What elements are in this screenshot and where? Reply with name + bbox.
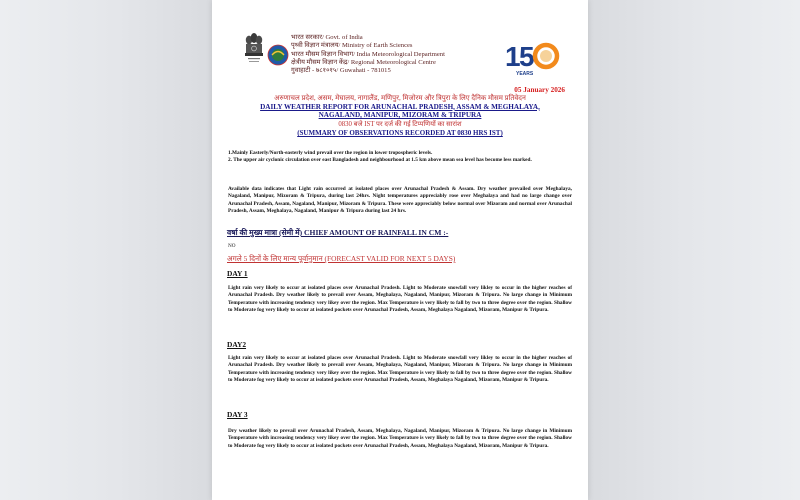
- svg-text:1: 1: [505, 41, 521, 72]
- observation-heading: (SUMMARY OF OBSERVATIONS RECORDED AT 0830 HRS IST): [297, 129, 503, 138]
- forecast-heading: अगले 5 दिनों के लिए मान्य पूर्वानुमान (FORECAST VALID FOR NEXT 5 DAYS): [227, 254, 456, 263]
- weather-report-document: [212, 0, 588, 500]
- summary-point: 1.Mainly Easterly/North-easterly wind prevail over the region in lower tropospheric levels.: [228, 150, 433, 156]
- report-titles: [227, 94, 573, 138]
- national-emblem-icon: [243, 30, 265, 72]
- rainfall-heading: वर्षा की मुख्य मात्रा (सेमी में) CHIEF AMOUNT OF RAINFALL IN CM :-: [227, 228, 449, 237]
- svg-text:5: 5: [519, 41, 535, 72]
- summary-paragraph: Available data indicates that Light rain occurred at isolated places over Arunachal Pradesh & Assam. Dry weather prevailed over Meghalaya, Nagaland, Manipur, Mizoram & Tripura, during last 24hrs. Night temperatures appreciably rose over Meghalaya and had no large change over Arunachal Pradesh, Assam, Nagaland, Manipur, Mizoram & Tripura. These were appreciably below normal over Mizoram and normal over Arunachal Pradesh, Assam, Meghalaya, Nagaland, Manipur & Tripura during last 24 hrs.: [228, 186, 572, 214]
- gov-line: पृथ्वी विज्ञान मंत्रालय/ Ministry of Earth Sciences: [291, 42, 413, 50]
- gov-line: गुवाहाटी - ७८१०१५/ Guwahati - 781015: [291, 67, 391, 75]
- background-right-panel: [588, 0, 800, 500]
- hindi-title: अरुणाचल प्रदेश, असम, मेघालय, नागालैंड, मणिपुर, मिजोरम और त्रिपुरा के लिए दैनिक मौसम प्रतिवेदन: [274, 94, 526, 102]
- day-heading: DAY 1: [227, 269, 248, 278]
- summary-point: 2. The upper air cyclonic circulation over east Bangladesh and neighbourhood at 1.5 km above mean sea level has become less marked.: [228, 157, 532, 164]
- day-forecast-text: Dry weather likely to prevail over Arunachal Pradesh, Assam, Meghalaya, Nagaland, Manipur, Mizoram & Tripura. No large change in Minimum Temperature with increasing tendency very likey over the region. Max Temperature is very likely to fall by two to three degree over the region. Shallow to Moderate fog very likely to occur at isolated pockets over Arunachal Pradesh, Assam, Meghalaya Nagaland, Mizoram, Manipur & Tripura.: [228, 428, 572, 449]
- gov-line: भारत मौसम विज्ञान विभाग/ India Meteorological Department: [291, 50, 445, 58]
- gov-line: क्षेत्रीय मौसम विज्ञान केंद्र/ Regional Meteorological Centre: [291, 58, 436, 66]
- day-heading: DAY2: [227, 340, 247, 349]
- report-date: 05 January 2026: [514, 86, 565, 94]
- government-address-block: [291, 34, 511, 75]
- logo-caption: YEARS: [516, 71, 534, 77]
- imd-logo-icon: [267, 44, 289, 66]
- rainfall-value: NO: [228, 243, 236, 249]
- day-forecast-text: Light rain very likely to occur at isolated places over Arunachal Pradesh. Light to Moderate snowfall very likley to occur in the higher reaches of Arunachal Pradesh. Dry weather likely to prevail over Assam, Meghalaya, Nagaland, Manipur, Mizoram & Tripura. No large change in Minimum Temperature with increasing tendency very likey over the region. Max Temperature is very likely to fall by two to three degree over the region. Shallow to Moderate fog very likely to occur at isolated pockets over Arunachal Pradesh, Assam, Meghalaya Nagaland, Mizoram, Manipur & Tripura.: [228, 355, 572, 384]
- gov-line: भारत सरकार/ Govt. of India: [291, 34, 363, 41]
- report-title-line: NAGALAND, MANIPUR, MIZORAM & TRIPURA: [318, 111, 482, 120]
- background-left-panel: [0, 0, 212, 500]
- day-forecast-text: Light rain very likely to occur at isolated places over Arunachal Pradesh. Light to Moderate snowfall very likley to occur in the higher reaches of Arunachal Pradesh. Dry weather likely to prevail over Assam, Meghalaya, Nagaland, Manipur, Mizoram & Tripura. No large change in Minimum Temperature with increasing tendency very likey over the region. Max Temperature is very likely to fall by two to three degree over the region. Shallow to Moderate fog very likely to occur at isolated pockets over Arunachal Pradesh, Assam, Meghalaya Nagaland, Mizoram, Manipur & Tripura.: [228, 285, 572, 314]
- summary-points: [228, 150, 572, 165]
- day-heading: DAY 3: [227, 410, 248, 419]
- imd-150-years-logo: [502, 36, 562, 78]
- document-header: [227, 0, 573, 90]
- observation-heading-hindi: 0830 बजे IST पर दर्ज की गई टिप्पणियों का सारांश: [338, 120, 462, 128]
- report-title-line: DAILY WEATHER REPORT FOR ARUNACHAL PRADESH, ASSAM & MEGHALAYA,: [260, 102, 540, 111]
